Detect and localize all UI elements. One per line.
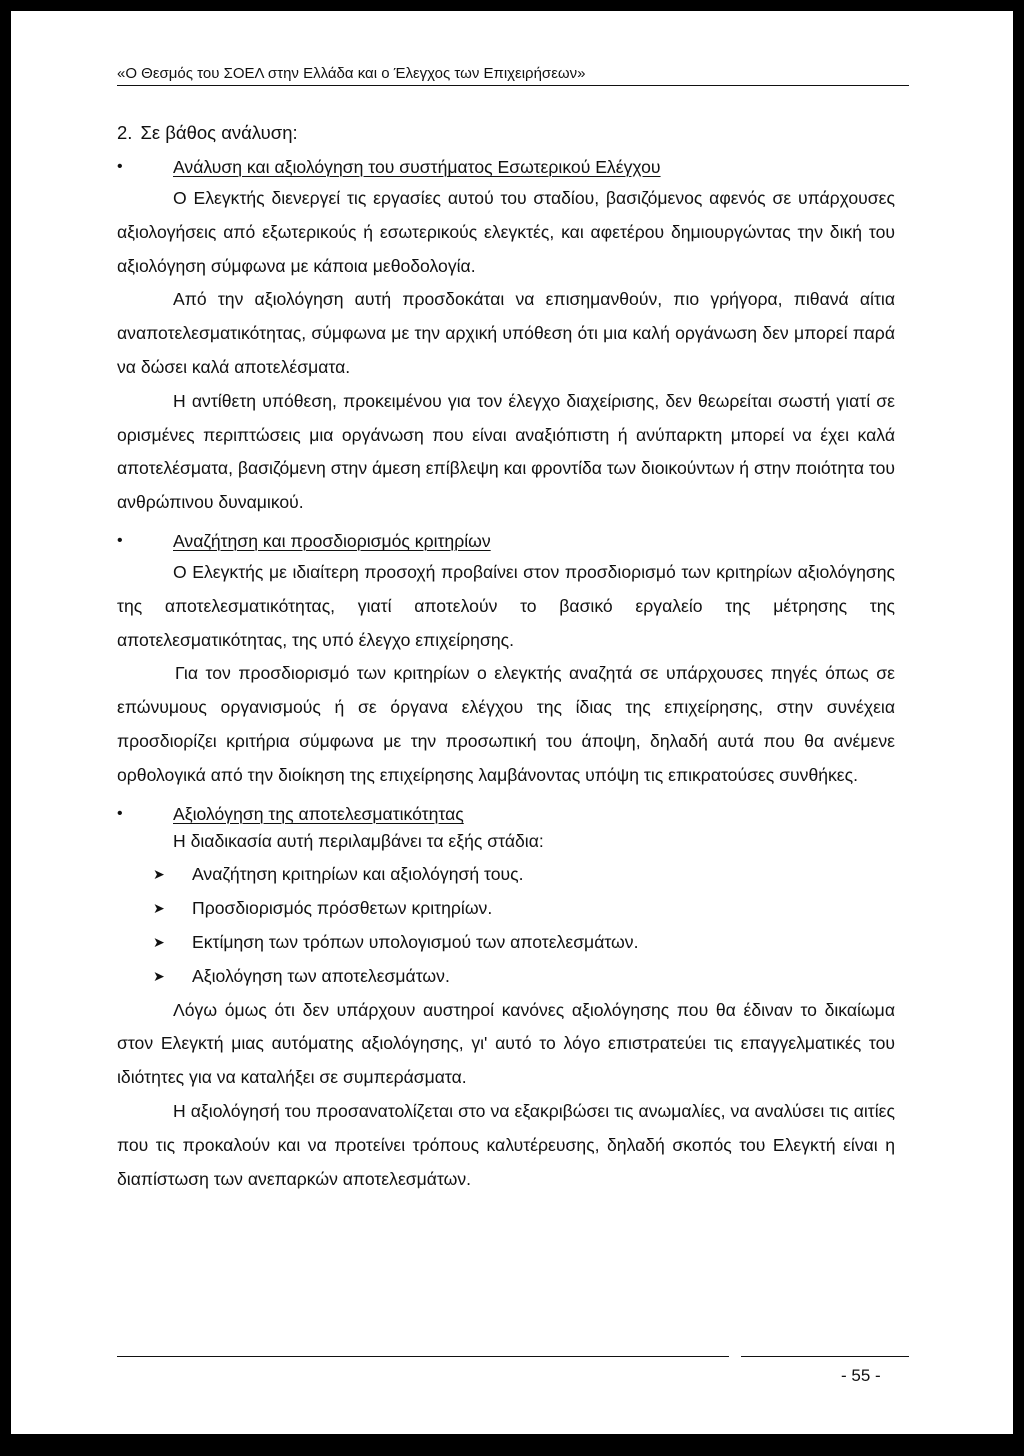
bullet-heading-internal-control xyxy=(117,156,895,178)
paragraph: Η αξιολόγησή του προσανατολίζεται στο να εξακριβώσει τις ανωμαλίες, να αναλύσει τις αιτίες που τις προκαλούν και να προτείνει τρόπους καλυτέρευσης, δηλαδή σκοπός του Ελεγκτή είναι η διαπίστωση των ανεπαρκών αποτελεσμάτων. xyxy=(117,1100,895,1189)
page-number: - 55 - xyxy=(841,1366,881,1385)
footer-divider xyxy=(117,1356,729,1357)
paragraph: Λόγω όμως ότι δεν υπάρχουν αυστηροί κανόνες αξιολόγησης που θα έδιναν το δικαίωμα στον Ελεγκτή μιας αυτόματης αξιολόγησης, γι' αυτό το λόγο επιστρατεύει τις επαγγελματικές του ιδιότητες για να καταλήξει σε συμπεράσματα. xyxy=(117,999,895,1088)
bullet-title: Αξιολόγηση της αποτελεσματικότητας xyxy=(173,803,464,824)
bullet-title: Αναζήτηση και προσδιορισμός κριτηρίων xyxy=(173,530,491,551)
list-item: ➤ Προσδιορισμός πρόσθετων κριτηρίων. xyxy=(153,892,895,926)
document-page xyxy=(11,11,1013,1434)
paragraph: Για τον προσδιορισμό των κριτηρίων ο ελεγκτής αναζητά σε υπάρχουσες πηγές όπως σε επώνυμους οργανισμούς ή σε όργανα ελέγχου της ίδιας της επιχείρησης, στην συνέχεια προσδιορίζει κριτήρια σύμφωνα με την προσωπική του άποψη, δηλαδή αυτά που θα ανέμενε ορθολογικά από την διοίκηση της επιχείρησης λαμβάνοντας υπόψη τις επικρατούσες συνθήκες. xyxy=(117,663,895,785)
footer-divider xyxy=(741,1356,909,1357)
page-content xyxy=(117,122,895,1196)
stages-intro: Η διαδικασία αυτή περιλαμβάνει τα εξής στάδια: xyxy=(173,830,544,851)
list-item: ➤ Αναζήτηση κριτηρίων και αξιολόγησή τους. xyxy=(153,858,895,892)
paragraph: Ο Ελεγκτής με ιδιαίτερη προσοχή προβαίνει στον προσδιορισμό των κριτηρίων αξιολόγησης της αποτελεσματικότητας, γιατί αποτελούν το βασικό εργαλείο της μέτρησης της αποτελεσματικότητας, της υπό έλεγχο επιχείρησης. xyxy=(117,561,895,650)
section-number: 2. xyxy=(117,122,133,143)
paragraph: Η αντίθετη υπόθεση, προκειμένου για τον έλεγχο διαχείρισης, δεν θεωρείται σωστή γιατί σε ορισμένες περιπτώσεις μια οργάνωση που είναι αναξιόπιστη ή ανύπαρκτη μπορεί να έχει καλά αποτελέσματα, βασιζόμενη στην άμεση επίβλεψη και φροντίδα των διοικούντων ή στην ποιότητα του ανθρώπινου δυναμικού. xyxy=(117,390,895,513)
list-item: ➤ Εκτίμηση των τρόπων υπολογισμού των αποτελεσμάτων. xyxy=(153,926,895,960)
stages-list xyxy=(153,858,895,993)
bullet-title: Ανάλυση και αξιολόγηση του συστήματος Εσωτερικού Ελέγχου xyxy=(173,157,661,177)
list-item: ➤ Αξιολόγηση των αποτελεσμάτων. xyxy=(153,960,895,994)
running-header: «Ο Θεσμός του ΣΟΕΛ στην Ελλάδα και ο Έλεγχος των Επιχειρήσεων» xyxy=(117,65,909,86)
section-title: Σε βάθος ανάλυση: xyxy=(140,122,298,143)
bullet-heading-criteria xyxy=(117,530,895,552)
paragraph: Ο Ελεγκτής διενεργεί τις εργασίες αυτού του σταδίου, βασιζόμενος αφενός σε υπάρχουσες αξιολογήσεις από εξωτερικούς ή εσωτερικούς ελεγκτές, και αφετέρου δημιουργώντας την δική του αξιολόγηση σύμφωνα με κάποια μεθοδολογία. xyxy=(117,188,895,276)
paragraph: Από την αξιολόγηση αυτή προσδοκάται να επισημανθούν, πιο γρήγορα, πιθανά αίτια αναποτελεσματικότητας, σύμφωνα με την αρχική υπόθεση ότι μια καλή οργάνωση δεν μπορεί παρά να δώσει καλά αποτελέσματα. xyxy=(117,289,895,377)
section-heading xyxy=(117,122,895,144)
bullet-heading-effectiveness xyxy=(117,803,895,825)
